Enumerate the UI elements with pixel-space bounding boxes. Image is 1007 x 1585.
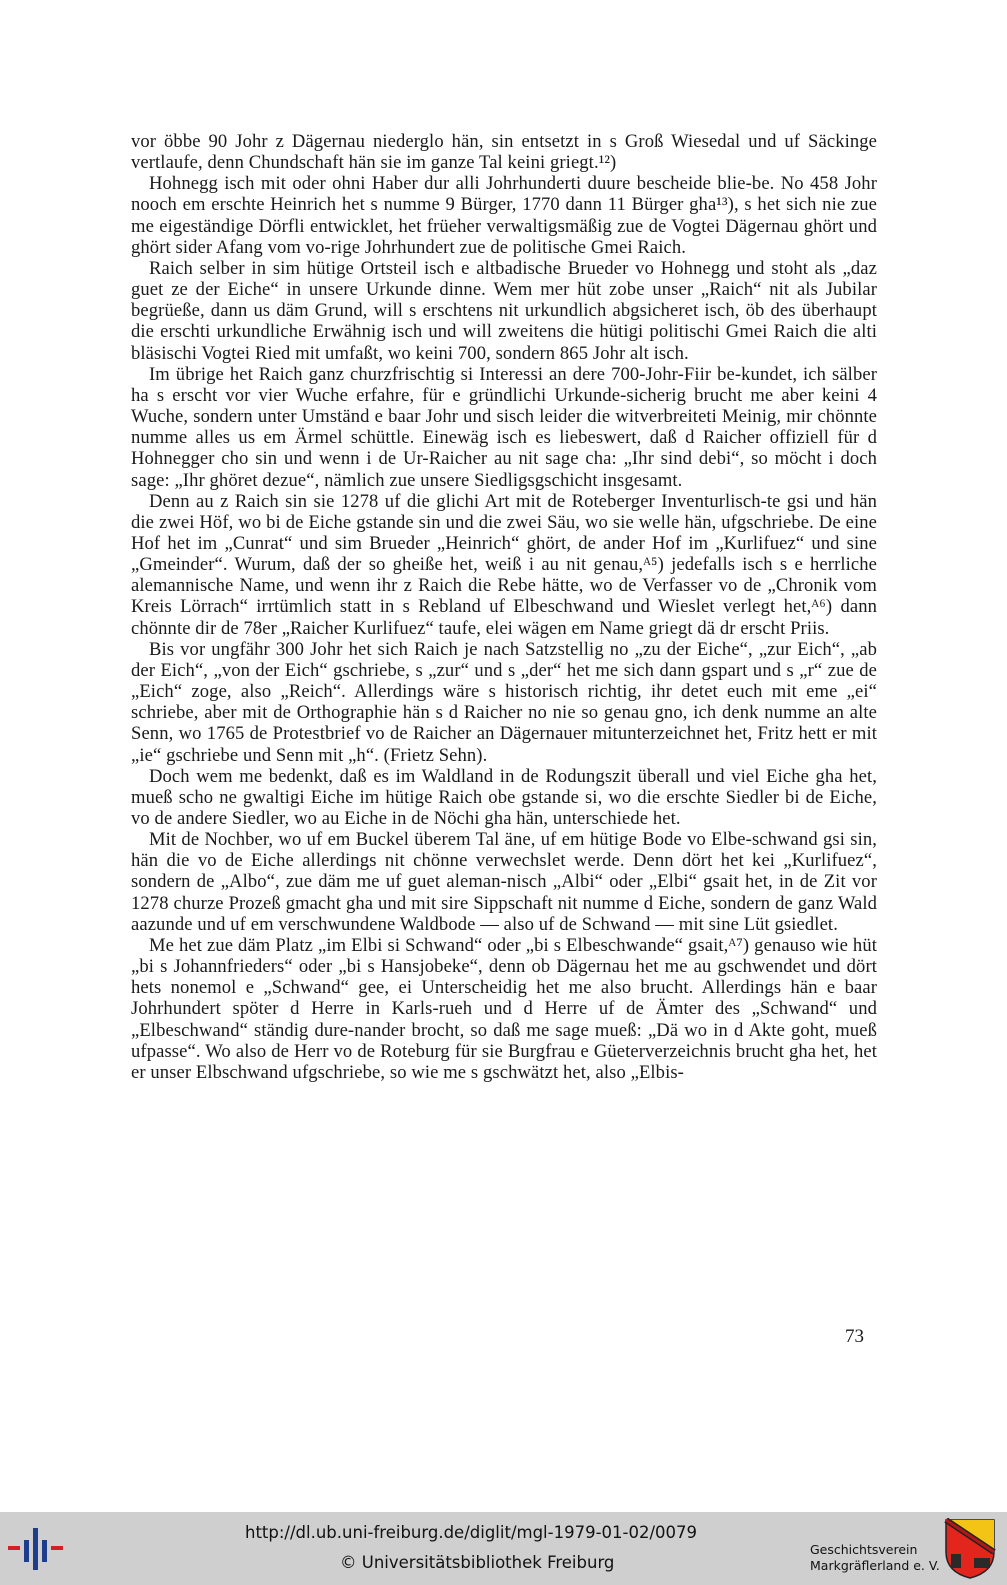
footer-bar — [0, 1512, 1007, 1585]
society-name-line: Markgräflerland e. V. — [810, 1558, 940, 1573]
page-number: 73 — [845, 1326, 864, 1347]
paragraph: Me het zue däm Platz „im Elbi si Schwand“ oder „bi s Elbeschwande“ gsait,ᴬ⁷) genauso wie hüt „bi s Johannfrieders“ oder „bi s Hansjobeke“, denn ob Dägernau het me au gschwendet und dört hets nonemol e „Schwand“ gee, ei Unterscheidig het me also brucht. Allerdings hän e baar Johrhundert spöter d Herre in Karls-rueh und d Herre uf de Ämter des „Schwand“ und „Elbeschwand“ ständig dure-nander brocht, so daß me sage mueß: „Dä wo in d Akte goht, mueß ufpasse“. Wo also de Herr vo de Roteburg für sie Burgfrau e Güeterverzeichnis brucht gha het, het er unser Elbschwand ufgschriebe, so wie me s gschwätzt het, also „Elbis- — [131, 934, 877, 1083]
paragraph: Bis vor ungfähr 300 Johr het sich Raich je nach Satzstellig no „zu der Eiche“, „zur Eich“, „ab der Eich“, „von der Eich“ gschriebe, s „zur“ und s „der“ het me sich dann gspart und s „r“ zue de „Eich“ zoge, also „Reich“. Allerdings wäre s historisch richtig, ihr detet euch mit eme „ei“ schriebe, aber mit de Orthographie hän s d Raicher no nie so genau gno, ich denk numme an alte Senn, wo 1765 de Protestbrief vo de Raicher an Dägernauer mitunterzeichnet het, Fritz hett er mit „ie“ gschriebe und Senn mit „h“. (Frietz Sehn). — [131, 638, 877, 766]
paragraph: Mit de Nochber, wo uf em Buckel überem Tal äne, uf em hütige Bode vo Elbe-schwand gsi sin, hän die vo de Eiche allerdings nit chönne verwechslet werde. Denn dört het kei „Kurlifuez“, sondern de „Albo“, zue däm me uf guet aleman-nisch „Albi“ oder „Elbi“ gsait het, in de Zit vor 1278 churze Prozeß gmacht gha und mit sire Sippschaft nit numme d Eiche, sondern de ganz Wald aazunde und uf em verschwundene Waldbode — also uf de Schwand — mit sine Lüt gsiedlet. — [131, 829, 877, 935]
coat-of-arms-icon[interactable] — [944, 1518, 996, 1580]
ub-freiburg-logo-icon[interactable] — [8, 1522, 64, 1576]
copyright-text: © Universitätsbibliothek Freiburg — [340, 1553, 615, 1572]
paragraph: Doch wem me bedenkt, daß es im Waldland in de Rodungszit überall und viel Eiche gha het, mueß scho ne gwaltigi Eiche im hütige Raich obe gstande si, wo die erschte Siedler bi de Eiche, vo de andere Siedler, wo au Eiche in de Nöchi gha hän, unterschiede het. — [131, 765, 877, 829]
paragraph: vor öbbe 90 Johr z Dägernau niederglo hän, sin entsetzt in s Groß Wiesedal und uf Säckinge vertlaufe, denn Chundschaft hän sie im ganze Tal keini griegt.¹²) — [131, 131, 877, 174]
society-name — [810, 1542, 945, 1574]
paragraph: Raich selber in sim hütige Ortsteil isch e altbadische Brueder vo Hohnegg und stoht als „daz guet ze der Eiche“ in unsere Urkunde dinne. Wem mer hüt zobe unser „Raich“ nit als Jubilar begrüeße, dann us däm Grund, will s erschtens nit urkundlich abgsicheret isch, öb des überhaupt die erschti urkundliche Erwähnig isch und will zweitens die hütigi politischi Gmei Raich die alti bläsischi Vogtei Ried mit umfaßt, wo keini 700, sondern 865 Johr alt isch. — [131, 257, 877, 364]
paragraph: Im übrige het Raich ganz churzfrischtig si Interessi an dere 700-Johr-Fiir be-kundet, ich sälber ha s erscht vor vier Wuche erfahre, für e gründlichi Urkunde-sicherig brucht me aber keini 4 Wuche, sondern unter Umständ e baar Johr und sisch leider die witverbreiteti Meinig, mir chönnte numme alles us em Ärmel schüttle. Einewäg isch es liebeswert, daß d Raicher offiziell für d Hohnegger cho sin und wenn i de Ur-Raicher au nit sage cha: „Ihr sind debi“, so möcht i doch sage: „Ihr ghöret dezue“, nämlich zue unsere Siedligsgschicht insgesamt. — [131, 363, 877, 491]
society-name-line: Geschichtsverein — [810, 1542, 918, 1557]
document-url-link[interactable]: http://dl.ub.uni-freiburg.de/diglit/mgl-1979-01-02/0079 — [245, 1523, 698, 1542]
paragraph: Hohnegg isch mit oder ohni Haber dur alli Johrhunderti duure bescheide blie-be. No 458 Johr nooch em erschte Heinrich het s numme 9 Bürger, 1770 dann 11 Bürger gha¹³), s het sich nie zue me eigeständige Dörfli entwicklet, het früeher verwaltigsmäßig zue de Vogtei Dägernau ghört und ghört sider Afang vom vo-rige Johrhundert zue de politische Gmei Raich. — [131, 173, 877, 258]
paragraph: Denn au z Raich sin sie 1278 uf die glichi Art mit de Roteberger Inventurlisch-te gsi und hän die zwei Höf, wo bi de Eiche gstande sin und die zwei Säu, wo sie welle hän, ufgschriebe. De eine Hof het im „Cunrat“ und sim Brueder „Heinrich“ ghört, de ander Hof im „Kurlifuez“ und sine „Gmeinder“. Wurum, daß der so gheiße het, weiß i au nit genau,ᴬ⁵) jedefalls isch s e herrliche alemannische Name, und wenn ihr z Raich die Rebe hätte, wo de Verfasser vo de „Chronik vom Kreis Lörrach“ irrtümlich statt in s Rebland uf Elbeschwand und Wieslet verlegt het,ᴬ⁶) dann chönnte dir de 78er „Raicher Kurlifuez“ taufe, elei wägen em Name griegt dä dr erscht Priis. — [131, 490, 877, 639]
body-text — [131, 131, 877, 1083]
